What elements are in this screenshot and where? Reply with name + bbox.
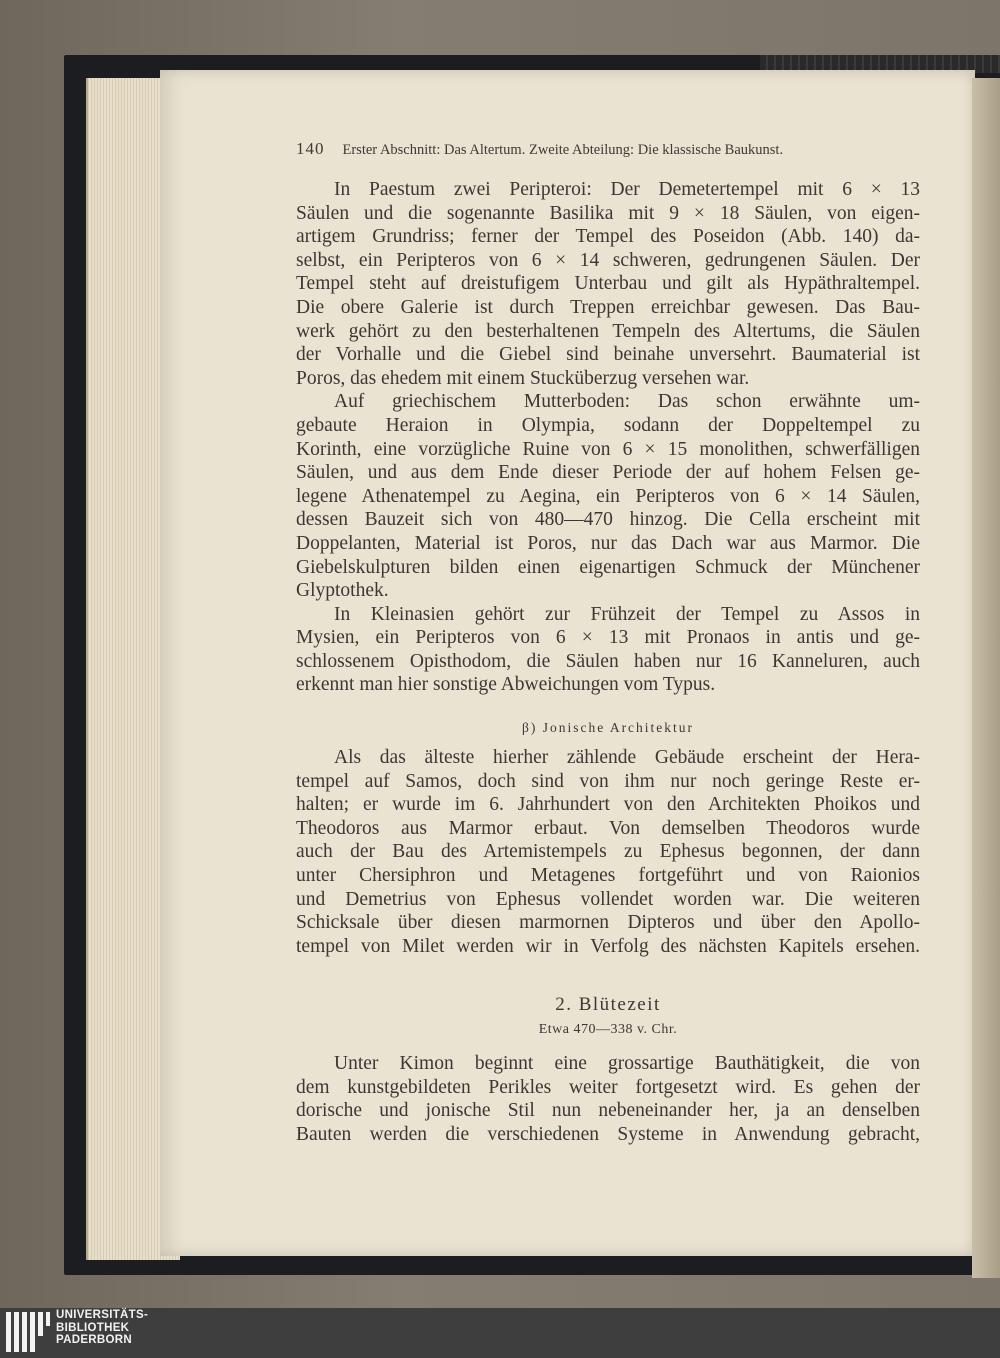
text-line: In Paestum zwei Peripteroi: Der Demetertempel mit 6 × 13 (334, 179, 920, 200)
text-line: Als das älteste hierher zählende Gebäude erscheint der Hera- (334, 747, 920, 768)
library-logo-text (56, 1309, 148, 1347)
text-line: selbst, ein Peripteros von 6 × 14 schweren, gedrungenen Säulen. Der (296, 249, 920, 271)
text-line: legene Athenatempel zu Aegina, ein Peripteros von 6 × 14 Säulen, (296, 485, 920, 507)
text-line: schlossenem Opisthodom, die Säulen haben nur 16 Kanneluren, auch (296, 650, 920, 672)
text-line: Doppelanten, Material ist Poros, nur das Dach war aus Marmor. Die (296, 532, 920, 554)
text-line: werk gehört zu den besterhaltenen Tempeln des Altertums, die Säulen (296, 320, 920, 342)
running-head-title: Erster Abschnitt: Das Altertum. Zweite Abteilung: Die klassische Baukunst. (342, 142, 784, 158)
text-line: Auf griechischem Mutterboden: Das schon erwähnte um- (334, 391, 920, 413)
footer-bar (0, 1308, 1000, 1358)
text-line: artigem Grundriss; ferner der Tempel des Poseidon (Abb. 140) da- (296, 226, 920, 248)
text-line: unter Chersiphron und Metagenes fortgeführt und von Raionios (296, 864, 920, 886)
text-line: Säulen, und aus dem Ende dieser Periode der auf hohem Felsen ge- (296, 462, 920, 484)
text-line: tempel auf Samos, doch sind von ihm nur noch geringe Reste er- (296, 770, 920, 792)
text-line: Glyptothek. (296, 580, 389, 602)
text-line: erkennt man hier sonstige Abweichungen vom Typus. (296, 674, 716, 696)
text-line: dorische und jonische Stil nun nebeneinander her, ja an denselben (296, 1100, 920, 1122)
text-line: Säulen und die sogenannte Basilika mit 9 × 18 Säulen, von eigen- (296, 202, 920, 224)
text-line: Bauten werden die verschiedenen Systeme in Anwendung gebracht, (296, 1123, 920, 1145)
text-block-doric (296, 178, 920, 697)
logo-line-2: BIBLIOTHEK (56, 1321, 130, 1334)
running-head (296, 139, 916, 159)
logo-line-1: UNIVERSITÄTS- (56, 1309, 149, 1321)
text-line: tempel von Milet werden wir in Verfolg des nächsten Kapitels ersehen. (296, 935, 920, 957)
text-line: Korinth, eine vorzügliche Ruine von 6 × 15 monolithen, schwerfälligen (296, 438, 920, 460)
text-line: auch der Bau des Artemistempels zu Ephesus begonnen, der dann (296, 841, 920, 863)
text-line: dessen Bauzeit sich von 480—470 hinzog. Die Cella erscheint mit (296, 509, 920, 531)
text-block-ionic (296, 746, 920, 958)
text-line: gebaute Heraion in Olympia, sodann der Doppeltempel zu (296, 414, 920, 436)
text-line: Mysien, ein Peripteros von 6 × 13 mit Pronaos in antis und ge- (296, 627, 920, 649)
text-line: der Vorhalle und die Giebel sind beinahe unversehrt. Baumaterial ist (296, 344, 920, 366)
text-line: In Kleinasien gehört zur Frühzeit der Tempel zu Assos in (334, 603, 920, 625)
page-number: 140 (296, 139, 325, 158)
text-line: und Demetrius von Ephesus vollendet worden war. Die weiteren (296, 888, 920, 910)
text-line: Giebelskulpturen bilden einen eigenartigen Schmuck der Münchener (296, 556, 920, 578)
library-logo-icon (4, 1310, 52, 1356)
text-line: Tempel steht auf dreistufigem Unterbau und gilt als Hypäthraltempel. (296, 273, 920, 295)
section-subtitle: Etwa 470—338 v. Chr. (538, 1022, 678, 1037)
text-line: Theodoros aus Marmor erbaut. Von demselben Theodoros wurde (296, 817, 920, 839)
logo-line-3: PADERBORN (56, 1334, 132, 1346)
page-gutter (972, 78, 1000, 1278)
text-line: Unter Kimon beginnt eine grossartige Bauthätigkeit, die von (334, 1053, 920, 1074)
text-line: dem kunstgebildeten Perikles weiter fortgesetzt wird. Es gehen der (296, 1076, 920, 1098)
text-line: Schicksale über diesen marmornen Dipteros und über den Apollo- (296, 912, 920, 934)
section-title: 2. Blütezeit (555, 994, 661, 1015)
text-line: Poros, das ehedem mit einem Stucküberzug versehen war. (296, 367, 750, 389)
text-line: halten; er wurde im 6. Jahrhundert von den Architekten Phoikos und (296, 794, 920, 816)
subheading-ionic: β) Jonische Architektur (521, 720, 695, 735)
text-block-bluetezeit (296, 1052, 920, 1146)
text-line: Die obere Galerie ist durch Treppen erreichbar gewesen. Das Bau- (296, 296, 920, 318)
